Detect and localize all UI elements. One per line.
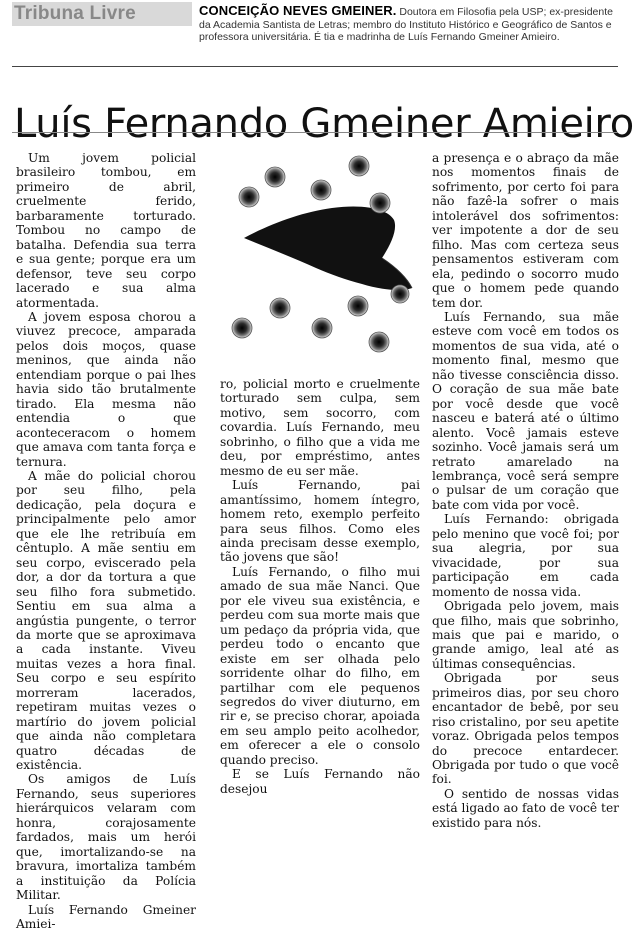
author-name: CONCEIÇÃO NEVES GMEINER. [199, 3, 397, 18]
author-bio: Doutora em Filosofia pela USP; ex-presidente da Academia Santista de Letras; membro do Instituto Histórico e Geográfico de Santos e professora universitária. É tia e madrinha de Luís Fernando Gmeiner Amieiro. [199, 6, 613, 43]
article-column-2 [220, 377, 420, 796]
article-column-3 [432, 151, 619, 830]
paragraph: Obrigada por seus primeiros dias, por seu choro encantador de bebê, por seu riso cristalino, por seu apetite voraz. Obrigada pelos tempos do precoce entardecer. Obrigada por tudo o que você foi. [432, 671, 619, 787]
paragraph: Obrigada pelo jovem, mais que filho, mais que sobrinho, mais que pai e marido, o grande amigo, leal até as últimas consequências. [432, 599, 619, 671]
section-label: Tribuna Livre [14, 3, 136, 24]
top-rule [12, 66, 618, 67]
paragraph: Luís Fernando: obrigada pelo menino que você foi; por sua alegria, por sua vivacidade, por sua participação em cada momento de nossa vida. [432, 512, 619, 599]
headline: Luís Fernando Gmeiner Amieiro [14, 100, 634, 147]
paragraph: O sentido de nossas vidas está ligado ao fato de você ter existido para nós. [432, 786, 619, 830]
paragraph: Luís Fernando, sua mãe esteve com você em todos os momentos de sua vida, até o momento final, mesmo que não tivesse consciência disso. O coração de sua mãe bate por você desde que você nasceu e baterá até o último alento. Você jamais esteve sozinho. Você jamais será um retrato amarelado na lembrança, você será sempre o pulsar de um coração que bate com vida por você. [432, 309, 619, 512]
article-column-1 [16, 151, 196, 931]
paragraph: ro, policial morto e cruelmente torturado sem culpa, sem motivo, sem socorro, com covardia. Luís Fernando, meu sobrinho, o filho que a vida me deu, por empréstimo, antes mesmo de eu ser mãe. [220, 377, 420, 478]
paragraph: A mãe do policial chorou por seu filho, pela dedicação, pela doçura e principalmente pelo amor que ele lhe retribuía em cêntuplo. A mãe sentiu em seu corpo, eviscerado pela dor, a dor da tortura a que seu filho fora submetido. Sentiu em sua alma a angústia pungente, o terror da morte que se aproximava a cada instante. Viveu muitas vezes a hora final. Seu corpo e seu espírito morreram lacerados, repetiram muitas vezes o martírio do jovem policial que ainda não completara quatro décadas de existência. [16, 468, 196, 773]
paragraph: A jovem esposa chorou a viuvez precoce, amparada pelos dois moços, quase meninos, que ainda não entendiam porque o pai lhes havia sido tão brutalmente tirado. Ela mesma não entendia o que aconteceracom o homem que amava com tanta força e ternura. [16, 309, 196, 469]
paragraph: a presença e o abraço da mãe nos momentos finais de sofrimento, por certo foi para não fazê-la sofrer o mais intolerável dos sofrimentos: ver impotente a dor de seu filho. Mas com certeza seus pensamentos estiveram com ela, pedindo o socorro mudo que o homem pede quando tem dor. [432, 151, 619, 310]
paragraph: E se Luís Fernando não desejou [220, 767, 420, 796]
author-box [199, 5, 619, 44]
paragraph: Um jovem policial brasileiro tombou, em primeiro de abril, cruelmente ferido, barbaramente torturado. Tombou no campo de batalha. Defendia sua terra e sua gente; porque era um defensor, teve seu corpo lacerado e sua alma atormentada. [16, 151, 196, 310]
paragraph: Luís Fernando, o filho mui amado de sua mãe Nanci. Que por ele viveu sua existência, e perdeu com sua morte mais que um pedaço da própria vida, que perdeu todo o encanto que existe em ser olhada pelo sorridente olhar do filho, em partilhar com ele pequenos segredos do viver diuturno, em rir e, se preciso chorar, apoiada em seu amplo peito acolhedor, em oferecer a ele o consolo quando preciso. [220, 564, 420, 767]
paragraph: Luís Fernando Gmeiner Amiei- [16, 902, 196, 931]
paragraph: Luís Fernando, pai amantíssimo, homem íntegro, homem reto, exemplo perfeito para seus filhos. Como eles ainda precisam desse exemplo, tão jovens que são! [220, 478, 420, 565]
paragraph: Os amigos de Luís Fernando, seus superiores hierárquicos velaram com honra, corajosamente fardados, mais um herói que, imortalizando-se na bravura, imortaliza também a instituição da Polícia Militar. [16, 772, 196, 903]
section-tag [12, 2, 192, 26]
headline-rule [12, 132, 618, 133]
police-cap-with-bullet-holes-icon [222, 146, 420, 366]
